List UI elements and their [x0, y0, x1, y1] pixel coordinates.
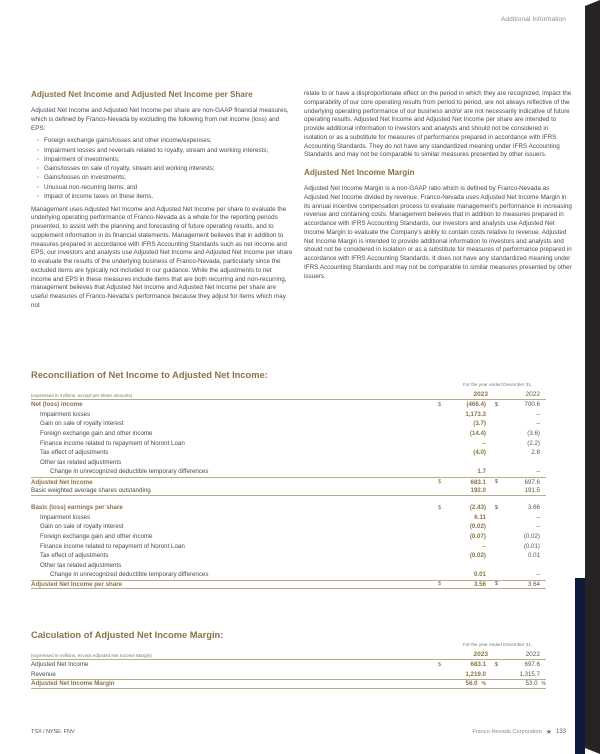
percent-sign-2023: % — [481, 681, 486, 688]
table-row — [31, 477, 546, 487]
value-2022 — [500, 533, 546, 540]
list-item: · Foreign exchange gains/losses and other income/expenses; — [37, 137, 293, 146]
value-2022 — [500, 571, 546, 578]
value-2023-text: (0.07) — [469, 533, 486, 541]
value-2022-text: 1,315.7 — [519, 670, 540, 678]
value-2022 — [500, 440, 546, 447]
intro-paragraph: Adjusted Net Income and Adjusted Net Income per share are non-GAAP financial measures, which is defined by Franco-Nevada by excluding the following from net income (loss) and EPS: — [31, 107, 289, 132]
value-2022 — [500, 552, 546, 559]
table-row — [31, 467, 546, 477]
value-2022 — [500, 543, 546, 550]
adjusted-net-income-heading: Adjusted Net Income and Adjusted Net Income per Share — [31, 90, 253, 99]
value-2023-text: (4.0) — [473, 449, 486, 457]
value-2022 — [500, 671, 546, 678]
margin-table — [31, 630, 546, 689]
row-label: Adjusted Net Income — [31, 478, 93, 486]
row-label: Adjusted Net Income per share — [31, 580, 123, 588]
value-2022 — [500, 514, 546, 521]
value-2022-text: – — [536, 523, 540, 531]
table-header — [31, 390, 546, 400]
footer-company: Franco-Nevada Corporation — [472, 729, 542, 735]
value-2023-text: – — [482, 542, 486, 550]
table-row — [31, 551, 546, 561]
unit-label: (expressed in millions, except Adjusted Net Income Margin) — [31, 653, 152, 658]
value-2023 — [452, 420, 486, 427]
row-label: Foreign exchange gain and other income — [40, 430, 153, 438]
column-header-2023: 2023 — [473, 651, 488, 658]
value-2022 — [500, 468, 546, 475]
row-label: Change in unrecognized deductible temporary differences — [50, 571, 209, 579]
row-label: Finance income related to repayment of Noront Loan — [40, 439, 185, 447]
value-2022-text: – — [536, 468, 540, 476]
table-row — [31, 660, 546, 670]
right-column — [304, 90, 572, 285]
row-label: Other tax related adjustments — [40, 458, 122, 466]
row-label: Impairment losses — [40, 513, 91, 521]
footer-right — [472, 728, 566, 736]
value-2023-text: 1,219.0 — [465, 670, 486, 678]
value-2022 — [500, 523, 546, 530]
value-2023-text: 6.11 — [474, 513, 486, 521]
table-row — [31, 410, 546, 420]
row-label: Basic (loss) earnings per share — [31, 504, 123, 512]
value-2022 — [500, 661, 546, 668]
value-2023 — [452, 487, 486, 494]
reconciliation-title: Reconciliation of Net Income to Adjusted Net Income: — [31, 370, 268, 380]
margin-heading: Adjusted Net Income Margin — [304, 168, 415, 177]
value-2023-text: – — [482, 439, 486, 447]
value-2023-text: 1,173.3 — [465, 410, 486, 418]
section-tab — [575, 578, 585, 754]
value-2023-text: (3.7) — [473, 420, 486, 428]
table-row — [31, 503, 546, 513]
value-2023-text: 3.56 — [473, 580, 486, 588]
margin-rows — [31, 660, 546, 689]
value-2023 — [452, 504, 486, 511]
page-spine — [585, 0, 600, 754]
value-2022 — [500, 430, 546, 437]
value-2023-text: (0.02) — [469, 552, 486, 560]
currency-2022: $ — [494, 661, 498, 668]
row-label: Adjusted Net Income — [31, 661, 89, 669]
currency-2023: $ — [438, 661, 442, 668]
value-2023-text: 683.1 — [470, 661, 486, 669]
value-2022-text: (0.01) — [523, 542, 540, 550]
continuation-paragraph: relate to or have a disproportionate effect on the period in which they are recognized, impact the comparability of our core operating results from period to period, are not always reflective of the underlying operating performance of our business and/or are not necessarily indicative of future operating results. Adjusted Net Income and Adjusted Net Income per share are intended to provide additional information to investors and analysts and should not be considered in isolation or as a substitute for measures of performance prepared in accordance with IFRS Accounting Standards. They do not have any standardized meaning under IFRS Accounting Standards and may not be comparable to similar measures presented by other issuers. — [304, 90, 572, 159]
reconciliation-rows — [31, 400, 546, 589]
row-label: Basic weighted average shares outstanding — [31, 487, 151, 495]
value-2022-text: 697.6 — [524, 661, 540, 669]
currency-2023: $ — [438, 504, 442, 511]
value-2023 — [452, 571, 486, 578]
value-2023-text: (2.43) — [469, 504, 486, 512]
row-label: Gain on sale of royalty interest — [40, 420, 124, 428]
value-2022-text: – — [536, 513, 540, 521]
value-2022-text: – — [536, 420, 540, 428]
table-row — [31, 400, 546, 410]
currency-2022: $ — [494, 401, 498, 408]
value-2023 — [452, 440, 486, 447]
row-label: Change in unrecognized deductible temporary differences — [50, 468, 209, 476]
table-row — [31, 522, 546, 532]
value-2023-text: 192.0 — [470, 487, 486, 495]
value-2023 — [452, 514, 486, 521]
row-label: Revenue — [31, 670, 56, 678]
currency-2023: $ — [438, 479, 442, 486]
table-row — [31, 679, 546, 689]
value-2023 — [452, 680, 486, 687]
reconciliation-table — [31, 370, 546, 589]
value-2023 — [452, 430, 486, 437]
value-2023 — [452, 468, 486, 475]
value-2022-text: (0.02) — [523, 533, 540, 541]
value-2022 — [500, 420, 546, 427]
margin-table-title: Calculation of Adjusted Net Income Margin: — [31, 630, 224, 640]
table-row — [31, 419, 546, 429]
row-label: Finance income related to repayment of Noront Loan — [40, 542, 185, 550]
value-2023 — [452, 543, 486, 550]
value-2022-text: 700.6 — [524, 401, 540, 409]
row-label: Impairment losses — [40, 410, 91, 418]
list-item: · Impairment losses and reversals related to royalty, stream and working interests; — [37, 147, 293, 156]
unit-label: (expressed in millions, except per share amounts) — [31, 393, 133, 398]
currency-2022: $ — [494, 581, 498, 588]
value-2023-text: (0.02) — [469, 523, 486, 531]
table-row — [31, 429, 546, 439]
footer-ticker: TSX / NYSE: FNV — [31, 729, 75, 735]
row-label: Tax effect of adjustments — [40, 449, 109, 457]
period-label: For the year ended December 31, — [463, 382, 532, 387]
value-2023 — [452, 401, 486, 408]
value-2023 — [452, 449, 486, 456]
value-2023-text: 683.1 — [470, 478, 486, 486]
period-label: For the year ended December 31, — [463, 642, 532, 647]
table-row — [31, 486, 546, 496]
value-2022-text: – — [536, 410, 540, 418]
value-2022-text: (2.2) — [527, 439, 540, 447]
table-row — [31, 541, 546, 551]
value-2022 — [500, 487, 546, 494]
value-2022-text: 3.64 — [527, 580, 540, 588]
row-label: Adjusted Net Income Margin — [31, 680, 115, 688]
row-spacer — [31, 496, 546, 503]
left-column — [31, 90, 293, 315]
table-header — [31, 650, 546, 660]
value-2022-text: 191.5 — [524, 487, 540, 495]
list-item: · Impairment of investments; — [37, 156, 293, 165]
value-2022-text: 0.01 — [527, 552, 540, 560]
value-2022-text: 3.66 — [527, 504, 540, 512]
value-2022 — [500, 504, 546, 511]
table-row — [31, 561, 546, 571]
table-row — [31, 570, 546, 580]
column-header-2023: 2023 — [473, 391, 488, 398]
value-2023-text: 1.7 — [477, 468, 486, 476]
percent-sign-2022: % — [541, 681, 546, 688]
table-row — [31, 448, 546, 458]
row-label: Gain on sale of royalty interest — [40, 523, 124, 531]
table-row — [31, 532, 546, 542]
value-2023 — [452, 661, 486, 668]
list-item: · Gains/losses on investments; — [37, 174, 293, 183]
value-2022-text: – — [536, 571, 540, 579]
value-2022-text: 697.6 — [524, 478, 540, 486]
currency-2023: $ — [438, 581, 442, 588]
value-2023-text: (466.4) — [466, 401, 486, 409]
value-2023 — [452, 581, 486, 588]
table-row — [31, 580, 546, 590]
table-row — [31, 438, 546, 448]
table-row — [31, 513, 546, 523]
value-2022 — [500, 479, 546, 486]
value-2023 — [452, 411, 486, 418]
value-2023 — [452, 523, 486, 530]
value-2023-text: 0.01 — [473, 571, 486, 579]
page-number: 133 — [555, 729, 566, 735]
value-2023 — [452, 479, 486, 486]
list-item: · Gains/losses on sale of royalty, stream and working interests; — [37, 165, 293, 174]
value-2022-text: 2.8 — [531, 449, 540, 457]
list-item: · Impact of income taxes on these items. — [37, 193, 293, 202]
exclusions-list — [37, 137, 293, 201]
row-label: Tax effect of adjustments — [40, 552, 109, 560]
value-2022-text: (3.6) — [527, 430, 540, 438]
column-header-2022: 2022 — [525, 391, 540, 398]
currency-2022: $ — [494, 479, 498, 486]
value-2022 — [500, 680, 546, 687]
value-2022 — [500, 449, 546, 456]
value-2022 — [500, 411, 546, 418]
value-2022-text: 53.0 — [525, 680, 538, 688]
row-label: Foreign exchange gain and other income — [40, 533, 153, 541]
value-2022 — [500, 401, 546, 408]
value-2023 — [452, 533, 486, 540]
currency-2022: $ — [494, 504, 498, 511]
currency-2023: $ — [438, 401, 442, 408]
value-2023-text: 56.0 — [465, 680, 478, 688]
margin-paragraph: Adjusted Net Income Margin is a non-GAAP ratio which is defined by Franco-Nevada as Adjusted Net Income divided by revenue. Franco-Nevada uses Adjusted Net Income Margin in its annual incentive compensation process to evaluate management's performance in increasing revenue and containing costs. Management believes that in addition to measures prepared in accordance with IFRS Accounting Standards, our investors and analysts use Adjusted Net Income Margin to evaluate the Company's ability to contain costs relative to revenue. Adjusted Net Income Margin is intended to provide additional information to investors and analysts and should not be considered in isolation or as a substitute for measures of performance prepared in accordance with IFRS Accounting Standards. It does not have any standardized meaning under IFRS Accounting Standards and may not be comparable to similar measures presented by other issuers. — [304, 185, 572, 280]
management-paragraph: Management uses Adjusted Net Income and Adjusted Net Income per share to evaluate the underlying operating performance of Franco-Nevada as a whole for the reporting periods presented, to assist with the planning and forecasting of future operating results, and to supplement information in its financial statements. Management believes that in addition to measures prepared in accordance with IFRS Accounting Standards such as net income and EPS, our investors and analysts use Adjusted Net Income and Adjusted Net Income per share to evaluate the results of the underlying business of Franco-Nevada, particularly since the excluded items are typically not included in our guidance. While the adjustments to net income and EPS in these measures include items that are both recurring and non-recurring, management believes that Adjusted Net Income and Adjusted Net Income per share are useful measures of Franco-Nevada's performance because they adjust for items which may not — [31, 205, 293, 309]
table-row — [31, 670, 546, 680]
table-row — [31, 458, 546, 468]
star-icon: ★ — [545, 729, 552, 736]
value-2022 — [500, 581, 546, 588]
list-item: · Unusual non-recurring items; and — [37, 184, 293, 193]
row-label: Net (loss) income — [31, 401, 83, 409]
value-2023 — [452, 671, 486, 678]
section-header-label: Additional Information — [500, 16, 566, 23]
row-label: Other tax related adjustments — [40, 561, 122, 569]
value-2023-text: (14.4) — [469, 430, 486, 438]
value-2023 — [452, 552, 486, 559]
column-header-2022: 2022 — [525, 651, 540, 658]
